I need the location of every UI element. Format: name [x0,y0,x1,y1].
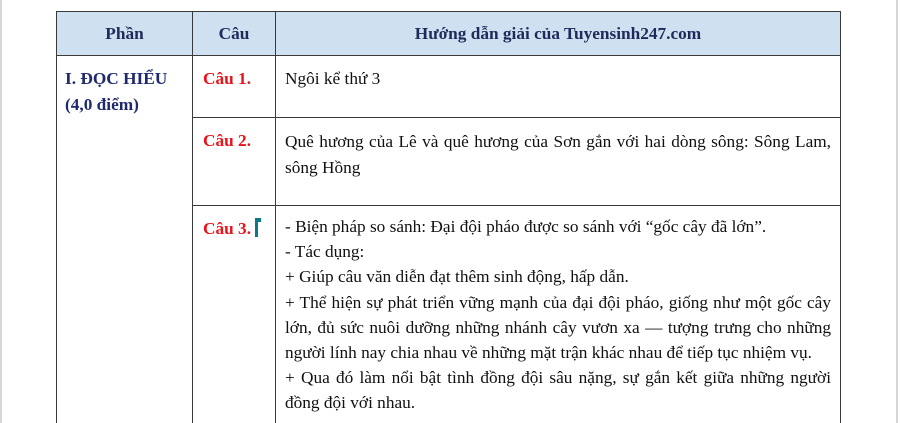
answer-line: Ngôi kể thứ 3 [285,69,381,88]
answer-line: - Tác dụng: [285,242,365,262]
answer-table [56,11,841,423]
section-title: I. ĐỌC HIỂU [65,69,168,88]
question-cell [193,206,276,423]
answer-cell [276,118,841,206]
page-edge-left [0,0,2,423]
header-guide: Hướng dẫn giải của Tuyensinh247.com [276,12,841,56]
answer-cell [276,206,841,423]
section-points: (4,0 điểm) [65,95,139,114]
answer-line: + Qua đó làm nổi bật tình đồng đội sâu nặng, sự gắn kết giữa những người đồng đội với nhau. [285,368,831,413]
answer-line: + Giúp câu văn diễn đạt thêm sinh động, hấp dẫn. [285,267,629,287]
answer-cell [276,56,841,118]
page-edge-right [896,0,898,423]
comment-marker-icon[interactable] [255,218,258,237]
table-header-row [57,12,841,56]
table-row [57,56,841,118]
answer-line: + Thể hiện sự phát triển vững mạnh của đại đội pháo, giống như một gốc cây lớn, đủ sức nuôi dưỡng những nhánh cây vươn xa — tượng trưng cho những người lính nay chia nhau về những mặt trận khác nhau để tiếp tục nhiệm vụ. [285,292,831,363]
header-question: Câu [193,12,276,56]
question-label: Câu 2. [193,118,276,206]
answer-line: Quê hương của Lê và quê hương của Sơn gắn với hai dòng sông: Sông Lam, sông Hồng [285,132,831,177]
section-cell [57,56,193,423]
question-label: Câu 1. [193,56,276,118]
answer-line: - Biện pháp so sánh: Đại đội pháo được so sánh với “gốc cây đã lớn”. [285,217,767,236]
question-label: Câu 3. [203,219,252,238]
header-part: Phần [57,12,193,56]
